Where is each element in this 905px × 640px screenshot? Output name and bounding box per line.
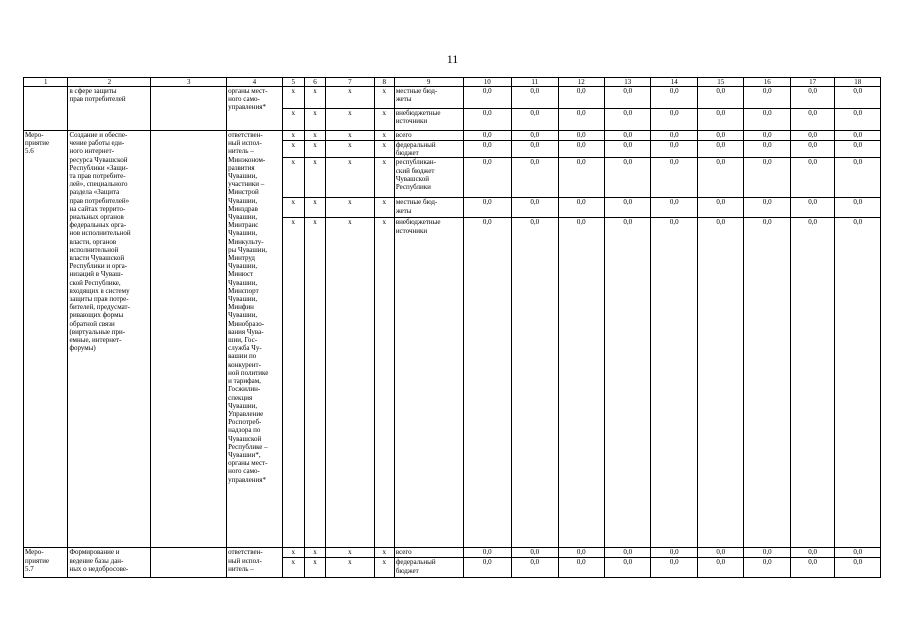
value-cell: 0,0: [744, 87, 790, 109]
value-cell: 0,0: [558, 87, 604, 109]
page-number: 11: [446, 52, 459, 66]
funding-source-cell: внебюджетные источники: [394, 218, 463, 548]
value-cell: 0,0: [835, 87, 881, 109]
event-col3-cell: [151, 131, 227, 548]
code-cell: x: [304, 87, 325, 109]
column-header: 1: [24, 78, 68, 87]
value-cell: 0,0: [605, 158, 651, 198]
header-row: [24, 78, 881, 87]
value-cell: 0,0: [697, 218, 743, 548]
value-cell: 0,0: [463, 109, 512, 131]
value-cell: 0,0: [463, 198, 512, 218]
value-cell: 0,0: [463, 141, 512, 158]
value-cell: 0,0: [697, 198, 743, 218]
value-cell: 0,0: [744, 198, 790, 218]
funding-source-cell: всего: [394, 131, 463, 141]
event-executors-cell: ответствен- ный испол- нитель – Минэконом- развития Чувашии, участники – Минстрой Чувашии, Минздрав Чувашии, Минтранс Чувашии, Минкульту- ры Чувашии, Минтруд Чувашии, Минюст Чувашии, Минспорт Чувашии, Минфин Чувашии, Минобразо- вания Чува- шии, Гос- служба Чу- вашии по конкурент- ной политике и тарифам, Госжилин- спекция Чувашии, Управление Роспотреб- надзора по Чувашской Республике – Чувашии*, органы мест- ного само- управления*: [227, 131, 283, 548]
code-cell: x: [374, 109, 394, 131]
value-cell: 0,0: [835, 558, 881, 578]
funding-source-cell: федеральный бюджет: [394, 141, 463, 158]
value-cell: 0,0: [558, 131, 604, 141]
code-cell: x: [304, 158, 325, 198]
value-cell: 0,0: [558, 198, 604, 218]
column-header: 12: [558, 78, 604, 87]
value-cell: 0,0: [651, 87, 697, 109]
column-header: 14: [651, 78, 697, 87]
value-cell: 0,0: [463, 87, 512, 109]
column-header: 8: [374, 78, 394, 87]
value-cell: 0,0: [790, 158, 834, 198]
value-cell: 0,0: [744, 548, 790, 558]
column-header: 5: [282, 78, 304, 87]
funding-source-cell: республикан- ский бюджет Чувашской Республики: [394, 158, 463, 198]
event-5-6-block-row: [24, 131, 881, 141]
value-cell: 0,0: [651, 558, 697, 578]
value-cell: 0,0: [790, 558, 834, 578]
code-cell: x: [326, 158, 375, 198]
code-cell: x: [304, 548, 325, 558]
value-cell: 0,0: [790, 141, 834, 158]
value-cell: 0,0: [512, 558, 558, 578]
value-cell: 0,0: [512, 131, 558, 141]
value-cell: 0,0: [512, 548, 558, 558]
value-cell: 0,0: [835, 141, 881, 158]
value-cell: 0,0: [697, 141, 743, 158]
value-cell: 0,0: [651, 109, 697, 131]
column-header: 16: [744, 78, 790, 87]
code-cell: x: [282, 87, 304, 109]
code-cell: x: [326, 131, 375, 141]
value-cell: 0,0: [697, 158, 743, 198]
value-cell: 0,0: [558, 558, 604, 578]
value-cell: 0,0: [790, 131, 834, 141]
event-executors-cell: ответствен- ный испол- нитель –: [227, 548, 283, 578]
event-title-cell: Создание и обеспе- чение работы еди- ного интернет- ресурса Чувашской Республики «Защи- та прав потребите- лей», специального раздела «Защита прав потребителей» на сайтах террито- риальных органов федеральных орга- нов исполнительной власти, органов исполнительной власти Чувашской Республики и орга- низаций в Чуваш- ской Республике, входящих в систему защиты прав потре- бителей, предусмат- ривающих формы обратной связи (виртуальные при- емные, интернет- форумы): [68, 131, 151, 548]
value-cell: 0,0: [463, 558, 512, 578]
value-cell: 0,0: [605, 87, 651, 109]
value-cell: 0,0: [744, 109, 790, 131]
code-cell: x: [326, 141, 375, 158]
value-cell: 0,0: [463, 158, 512, 198]
column-header: 3: [151, 78, 227, 87]
column-header: 11: [512, 78, 558, 87]
value-cell: 0,0: [512, 218, 558, 548]
value-cell: 0,0: [651, 158, 697, 198]
code-cell: x: [282, 141, 304, 158]
value-cell: 0,0: [558, 218, 604, 548]
code-cell: x: [304, 131, 325, 141]
code-cell: x: [374, 87, 394, 109]
value-cell: 0,0: [512, 87, 558, 109]
value-cell: 0,0: [835, 109, 881, 131]
event-executors-cell: органы мест- ного само- управления*: [227, 87, 283, 131]
value-cell: 0,0: [790, 218, 834, 548]
code-cell: x: [326, 198, 375, 218]
value-cell: 0,0: [558, 548, 604, 558]
value-cell: 0,0: [605, 109, 651, 131]
value-cell: 0,0: [605, 218, 651, 548]
column-header: 6: [304, 78, 325, 87]
event-col3-cell: [151, 548, 227, 578]
value-cell: 0,0: [651, 141, 697, 158]
code-cell: x: [326, 558, 375, 578]
column-header: 9: [394, 78, 463, 87]
value-cell: 0,0: [744, 558, 790, 578]
continued-block-row: [24, 87, 881, 109]
value-cell: 0,0: [697, 131, 743, 141]
value-cell: 0,0: [605, 198, 651, 218]
event-title-cell: в сфере защиты прав потребителей: [68, 87, 151, 131]
code-cell: x: [282, 198, 304, 218]
value-cell: 0,0: [558, 141, 604, 158]
value-cell: 0,0: [744, 158, 790, 198]
event-number-cell: [24, 87, 68, 131]
value-cell: 0,0: [558, 109, 604, 131]
value-cell: 0,0: [835, 198, 881, 218]
code-cell: x: [374, 548, 394, 558]
value-cell: 0,0: [512, 141, 558, 158]
column-header: 7: [326, 78, 375, 87]
value-cell: 0,0: [651, 548, 697, 558]
code-cell: x: [374, 558, 394, 578]
funding-source-cell: местные бюд- жеты: [394, 198, 463, 218]
code-cell: x: [304, 141, 325, 158]
code-cell: x: [374, 218, 394, 548]
value-cell: 0,0: [651, 218, 697, 548]
code-cell: x: [282, 131, 304, 141]
code-cell: x: [374, 131, 394, 141]
code-cell: x: [304, 218, 325, 548]
code-cell: x: [282, 558, 304, 578]
value-cell: 0,0: [651, 198, 697, 218]
value-cell: 0,0: [790, 548, 834, 558]
value-cell: 0,0: [512, 158, 558, 198]
value-cell: 0,0: [651, 131, 697, 141]
value-cell: 0,0: [697, 109, 743, 131]
value-cell: 0,0: [558, 158, 604, 198]
column-header: 17: [790, 78, 834, 87]
value-cell: 0,0: [605, 548, 651, 558]
value-cell: 0,0: [790, 109, 834, 131]
column-header: 4: [227, 78, 283, 87]
code-cell: x: [304, 198, 325, 218]
code-cell: x: [326, 218, 375, 548]
value-cell: 0,0: [835, 218, 881, 548]
value-cell: 0,0: [744, 218, 790, 548]
code-cell: x: [374, 158, 394, 198]
value-cell: 0,0: [605, 558, 651, 578]
funding-source-cell: местные бюд- жеты: [394, 87, 463, 109]
event-number-cell: Меро- приятие 5.6: [24, 131, 68, 548]
value-cell: 0,0: [835, 548, 881, 558]
value-cell: 0,0: [463, 218, 512, 548]
value-cell: 0,0: [512, 198, 558, 218]
value-cell: 0,0: [697, 548, 743, 558]
column-header: 2: [68, 78, 151, 87]
funding-source-cell: всего: [394, 548, 463, 558]
value-cell: 0,0: [463, 131, 512, 141]
value-cell: 0,0: [835, 158, 881, 198]
code-cell: x: [282, 548, 304, 558]
value-cell: 0,0: [835, 131, 881, 141]
code-cell: x: [326, 548, 375, 558]
column-header: 15: [697, 78, 743, 87]
column-header: 13: [605, 78, 651, 87]
column-header: 10: [463, 78, 512, 87]
value-cell: 0,0: [744, 131, 790, 141]
funding-source-cell: федеральный бюджет: [394, 558, 463, 578]
value-cell: 0,0: [463, 548, 512, 558]
value-cell: 0,0: [744, 141, 790, 158]
code-cell: x: [282, 218, 304, 548]
code-cell: x: [326, 109, 375, 131]
code-cell: x: [304, 109, 325, 131]
value-cell: 0,0: [697, 558, 743, 578]
code-cell: x: [326, 87, 375, 109]
value-cell: 0,0: [790, 198, 834, 218]
event-5-7-block-row: [24, 548, 881, 558]
event-title-cell: Формирование и ведение базы дан- ных о недобросове-: [68, 548, 151, 578]
value-cell: 0,0: [605, 141, 651, 158]
value-cell: 0,0: [512, 109, 558, 131]
event-col3-cell: [151, 87, 227, 131]
code-cell: x: [374, 198, 394, 218]
code-cell: x: [282, 109, 304, 131]
value-cell: 0,0: [790, 87, 834, 109]
event-number-cell: Меро- приятие 5.7: [24, 548, 68, 578]
program-table-body: [24, 78, 881, 578]
code-cell: x: [374, 141, 394, 158]
code-cell: x: [304, 558, 325, 578]
column-header: 18: [835, 78, 881, 87]
program-table: [23, 77, 881, 578]
funding-source-cell: внебюджетные источники: [394, 109, 463, 131]
value-cell: 0,0: [697, 87, 743, 109]
value-cell: 0,0: [605, 131, 651, 141]
code-cell: x: [282, 158, 304, 198]
